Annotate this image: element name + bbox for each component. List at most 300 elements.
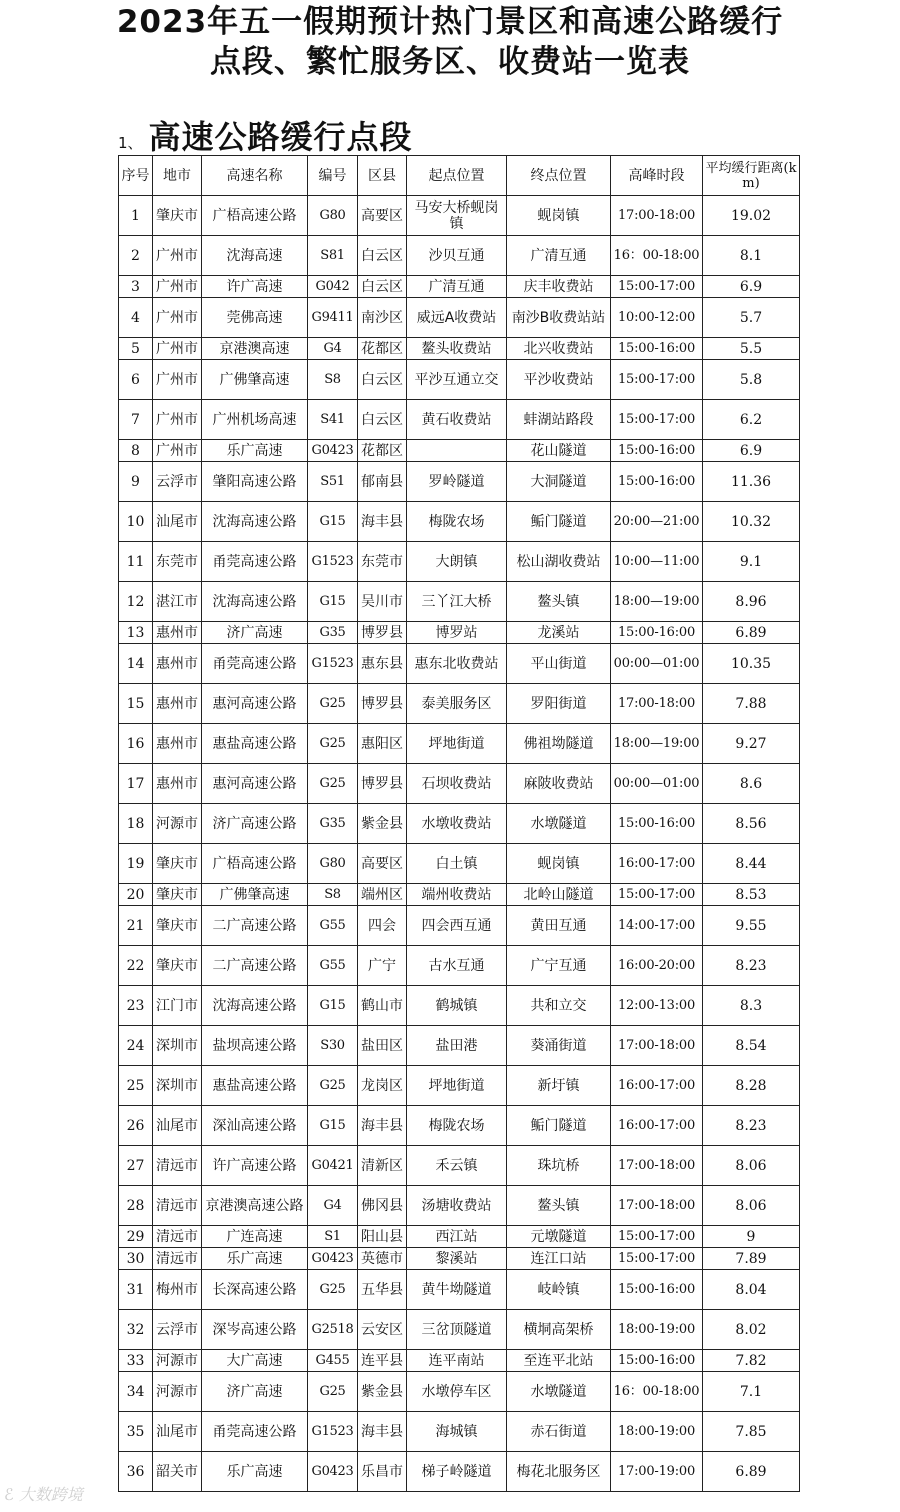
cell-peak: 10:00-12:00 bbox=[611, 298, 703, 338]
cell-city: 肇庆市 bbox=[153, 884, 202, 906]
cell-peak: 16:00-17:00 bbox=[611, 1066, 703, 1106]
cell-district: 端州区 bbox=[358, 884, 407, 906]
cell-start: 鳌头收费站 bbox=[407, 338, 507, 360]
cell-highway: 甬莞高速公路 bbox=[202, 1412, 308, 1452]
table-row bbox=[119, 1310, 800, 1350]
watermark-text: 大数跨境 bbox=[18, 1485, 83, 1504]
cell-highway: 甬莞高速公路 bbox=[202, 644, 308, 684]
cell-highway: 肇阳高速公路 bbox=[202, 462, 308, 502]
cell-peak: 16:00-17:00 bbox=[611, 1106, 703, 1146]
table-row bbox=[119, 1106, 800, 1146]
cell-end: 麻陂收费站 bbox=[507, 764, 611, 804]
cell-distance: 7.82 bbox=[703, 1350, 800, 1372]
cell-start: 连平南站 bbox=[407, 1350, 507, 1372]
cell-distance: 8.44 bbox=[703, 844, 800, 884]
cell-index: 17 bbox=[119, 764, 153, 804]
cell-city: 清远市 bbox=[153, 1146, 202, 1186]
cell-end: 松山湖收费站 bbox=[507, 542, 611, 582]
cell-index: 31 bbox=[119, 1270, 153, 1310]
cell-peak: 00:00—01:00 bbox=[611, 644, 703, 684]
cell-index: 10 bbox=[119, 502, 153, 542]
cell-city: 江门市 bbox=[153, 986, 202, 1026]
table-row bbox=[119, 1452, 800, 1492]
cell-city: 惠州市 bbox=[153, 644, 202, 684]
cell-district: 花都区 bbox=[358, 338, 407, 360]
cell-peak: 15:00-16:00 bbox=[611, 338, 703, 360]
cell-city: 惠州市 bbox=[153, 622, 202, 644]
cell-end: 共和立交 bbox=[507, 986, 611, 1026]
cell-district: 盐田区 bbox=[358, 1026, 407, 1066]
cell-distance: 6.9 bbox=[703, 440, 800, 462]
cell-city: 深圳市 bbox=[153, 1066, 202, 1106]
cell-code: S8 bbox=[308, 360, 358, 400]
cell-code: G25 bbox=[308, 1066, 358, 1106]
cell-highway: 深岑高速公路 bbox=[202, 1310, 308, 1350]
cell-distance: 8.1 bbox=[703, 236, 800, 276]
cell-start: 水墩停车区 bbox=[407, 1372, 507, 1412]
cell-index: 13 bbox=[119, 622, 153, 644]
cell-code: S30 bbox=[308, 1026, 358, 1066]
cell-code: G25 bbox=[308, 684, 358, 724]
cell-code: G80 bbox=[308, 196, 358, 236]
cell-start: 禾云镇 bbox=[407, 1146, 507, 1186]
cell-code: G55 bbox=[308, 906, 358, 946]
cell-end: 花山隧道 bbox=[507, 440, 611, 462]
cell-district: 高要区 bbox=[358, 196, 407, 236]
cell-city: 惠州市 bbox=[153, 684, 202, 724]
cell-start: 石坝收费站 bbox=[407, 764, 507, 804]
cell-start: 广清互通 bbox=[407, 276, 507, 298]
table-row bbox=[119, 1412, 800, 1452]
cell-end: 北兴收费站 bbox=[507, 338, 611, 360]
cell-start: 黄石收费站 bbox=[407, 400, 507, 440]
cell-peak: 15:00-17:00 bbox=[611, 276, 703, 298]
cell-start: 黎溪站 bbox=[407, 1248, 507, 1270]
cell-index: 26 bbox=[119, 1106, 153, 1146]
watermark-icon: ℰ bbox=[4, 1485, 14, 1504]
cell-code: G35 bbox=[308, 622, 358, 644]
cell-start: 威远A收费站 bbox=[407, 298, 507, 338]
cell-end: 庆丰收费站 bbox=[507, 276, 611, 298]
table-row bbox=[119, 644, 800, 684]
cell-district: 惠阳区 bbox=[358, 724, 407, 764]
cell-city: 广州市 bbox=[153, 360, 202, 400]
cell-highway: 大广高速 bbox=[202, 1350, 308, 1372]
cell-highway: 沈海高速公路 bbox=[202, 986, 308, 1026]
cell-district: 阳山县 bbox=[358, 1226, 407, 1248]
cell-city: 汕尾市 bbox=[153, 502, 202, 542]
cell-peak: 15:00-16:00 bbox=[611, 462, 703, 502]
table-row bbox=[119, 622, 800, 644]
cell-end: 水墩隧道 bbox=[507, 1372, 611, 1412]
cell-start: 梅陇农场 bbox=[407, 502, 507, 542]
cell-index: 34 bbox=[119, 1372, 153, 1412]
table-row bbox=[119, 1248, 800, 1270]
cell-end: 新圩镇 bbox=[507, 1066, 611, 1106]
header-end: 终点位置 bbox=[507, 156, 611, 196]
cell-highway: 广梧高速公路 bbox=[202, 844, 308, 884]
cell-start: 水墩收费站 bbox=[407, 804, 507, 844]
cell-distance: 5.7 bbox=[703, 298, 800, 338]
header-start: 起点位置 bbox=[407, 156, 507, 196]
cell-start: 罗岭隧道 bbox=[407, 462, 507, 502]
header-distance: 平均缓行距离(km) bbox=[703, 156, 800, 196]
cell-distance: 8.06 bbox=[703, 1186, 800, 1226]
cell-end: 横垌高架桥 bbox=[507, 1310, 611, 1350]
cell-city: 河源市 bbox=[153, 804, 202, 844]
table-row bbox=[119, 884, 800, 906]
cell-code: G15 bbox=[308, 1106, 358, 1146]
cell-start bbox=[407, 440, 507, 462]
cell-start: 黄牛坳隧道 bbox=[407, 1270, 507, 1310]
cell-highway: 广连高速 bbox=[202, 1226, 308, 1248]
cell-distance: 8.28 bbox=[703, 1066, 800, 1106]
cell-index: 27 bbox=[119, 1146, 153, 1186]
cell-city: 深圳市 bbox=[153, 1026, 202, 1066]
cell-city: 肇庆市 bbox=[153, 844, 202, 884]
cell-city: 广州市 bbox=[153, 400, 202, 440]
cell-code: G15 bbox=[308, 582, 358, 622]
cell-code: G25 bbox=[308, 724, 358, 764]
cell-city: 湛江市 bbox=[153, 582, 202, 622]
cell-distance: 7.1 bbox=[703, 1372, 800, 1412]
cell-district: 白云区 bbox=[358, 360, 407, 400]
cell-code: G4 bbox=[308, 1186, 358, 1226]
cell-district: 白云区 bbox=[358, 400, 407, 440]
cell-end: 梅花北服务区 bbox=[507, 1452, 611, 1492]
cell-index: 5 bbox=[119, 338, 153, 360]
cell-peak: 18:00—19:00 bbox=[611, 724, 703, 764]
cell-highway: 深汕高速公路 bbox=[202, 1106, 308, 1146]
cell-peak: 17:00-18:00 bbox=[611, 1026, 703, 1066]
cell-highway: 济广高速公路 bbox=[202, 804, 308, 844]
cell-distance: 8.23 bbox=[703, 946, 800, 986]
cell-district: 吴川市 bbox=[358, 582, 407, 622]
cell-district: 四会 bbox=[358, 906, 407, 946]
cell-highway: 广佛肇高速 bbox=[202, 884, 308, 906]
cell-peak: 16：00-18:00 bbox=[611, 1372, 703, 1412]
table-row bbox=[119, 542, 800, 582]
cell-district: 白云区 bbox=[358, 276, 407, 298]
cell-highway: 许广高速 bbox=[202, 276, 308, 298]
cell-distance: 8.23 bbox=[703, 1106, 800, 1146]
cell-index: 18 bbox=[119, 804, 153, 844]
cell-index: 3 bbox=[119, 276, 153, 298]
header-index: 序号 bbox=[119, 156, 153, 196]
table-row bbox=[119, 684, 800, 724]
cell-index: 22 bbox=[119, 946, 153, 986]
cell-end: 北岭山隧道 bbox=[507, 884, 611, 906]
cell-district: 清新区 bbox=[358, 1146, 407, 1186]
cell-district: 博罗县 bbox=[358, 764, 407, 804]
cell-peak: 16:00-20:00 bbox=[611, 946, 703, 986]
cell-highway: 二广高速公路 bbox=[202, 906, 308, 946]
cell-end: 至连平北站 bbox=[507, 1350, 611, 1372]
cell-index: 33 bbox=[119, 1350, 153, 1372]
cell-peak: 15:00-16:00 bbox=[611, 440, 703, 462]
cell-end: 佛祖坳隧道 bbox=[507, 724, 611, 764]
table-row bbox=[119, 462, 800, 502]
cell-index: 25 bbox=[119, 1066, 153, 1106]
cell-distance: 8.96 bbox=[703, 582, 800, 622]
cell-peak: 15:00-16:00 bbox=[611, 1350, 703, 1372]
cell-end: 鲘门隧道 bbox=[507, 502, 611, 542]
cell-start: 大朗镇 bbox=[407, 542, 507, 582]
cell-city: 肇庆市 bbox=[153, 946, 202, 986]
cell-highway: 沈海高速公路 bbox=[202, 582, 308, 622]
cell-code: G55 bbox=[308, 946, 358, 986]
cell-highway: 京港澳高速公路 bbox=[202, 1186, 308, 1226]
section-heading bbox=[118, 112, 413, 156]
cell-district: 海丰县 bbox=[358, 1412, 407, 1452]
cell-district: 海丰县 bbox=[358, 502, 407, 542]
cell-highway: 乐广高速 bbox=[202, 440, 308, 462]
cell-end: 鳌头镇 bbox=[507, 1186, 611, 1226]
cell-distance: 8.04 bbox=[703, 1270, 800, 1310]
section-title: 高速公路缓行点段 bbox=[148, 118, 413, 156]
cell-city: 河源市 bbox=[153, 1350, 202, 1372]
cell-district: 广宁 bbox=[358, 946, 407, 986]
cell-distance: 8.06 bbox=[703, 1146, 800, 1186]
cell-end: 岐岭镇 bbox=[507, 1270, 611, 1310]
cell-peak: 18:00—19:00 bbox=[611, 582, 703, 622]
cell-distance: 10.32 bbox=[703, 502, 800, 542]
cell-index: 30 bbox=[119, 1248, 153, 1270]
cell-index: 11 bbox=[119, 542, 153, 582]
cell-code: G80 bbox=[308, 844, 358, 884]
cell-district: 惠东县 bbox=[358, 644, 407, 684]
table-row bbox=[119, 582, 800, 622]
cell-code: S81 bbox=[308, 236, 358, 276]
cell-index: 16 bbox=[119, 724, 153, 764]
cell-code: G0423 bbox=[308, 1248, 358, 1270]
cell-peak: 14:00-17:00 bbox=[611, 906, 703, 946]
cell-peak: 15:00-17:00 bbox=[611, 884, 703, 906]
cell-end: 大洞隧道 bbox=[507, 462, 611, 502]
cell-district: 南沙区 bbox=[358, 298, 407, 338]
cell-index: 35 bbox=[119, 1412, 153, 1452]
cell-peak: 17:00-18:00 bbox=[611, 1186, 703, 1226]
cell-peak: 15:00-17:00 bbox=[611, 1226, 703, 1248]
cell-distance: 5.8 bbox=[703, 360, 800, 400]
cell-distance: 8.02 bbox=[703, 1310, 800, 1350]
cell-index: 29 bbox=[119, 1226, 153, 1248]
cell-start: 西江站 bbox=[407, 1226, 507, 1248]
cell-index: 7 bbox=[119, 400, 153, 440]
cell-district: 高要区 bbox=[358, 844, 407, 884]
header-code: 编号 bbox=[308, 156, 358, 196]
cell-start: 平沙互通立交 bbox=[407, 360, 507, 400]
cell-highway: 长深高速公路 bbox=[202, 1270, 308, 1310]
table-row bbox=[119, 724, 800, 764]
table-row bbox=[119, 906, 800, 946]
table-row bbox=[119, 360, 800, 400]
cell-distance: 5.5 bbox=[703, 338, 800, 360]
cell-district: 龙岗区 bbox=[358, 1066, 407, 1106]
cell-code: G25 bbox=[308, 1372, 358, 1412]
document-title bbox=[0, 2, 900, 82]
cell-peak: 10:00—11:00 bbox=[611, 542, 703, 582]
table-row bbox=[119, 1066, 800, 1106]
cell-start: 梯子岭隧道 bbox=[407, 1452, 507, 1492]
cell-end: 广清互通 bbox=[507, 236, 611, 276]
cell-city: 广州市 bbox=[153, 236, 202, 276]
cell-city: 汕尾市 bbox=[153, 1106, 202, 1146]
cell-peak: 12:00-13:00 bbox=[611, 986, 703, 1026]
cell-city: 惠州市 bbox=[153, 724, 202, 764]
cell-code: G15 bbox=[308, 502, 358, 542]
cell-city: 清远市 bbox=[153, 1226, 202, 1248]
header-city: 地市 bbox=[153, 156, 202, 196]
cell-highway: 沈海高速公路 bbox=[202, 502, 308, 542]
cell-code: G042 bbox=[308, 276, 358, 298]
cell-start: 四会西互通 bbox=[407, 906, 507, 946]
cell-city: 惠州市 bbox=[153, 764, 202, 804]
cell-index: 12 bbox=[119, 582, 153, 622]
cell-highway: 许广高速公路 bbox=[202, 1146, 308, 1186]
cell-peak: 15:00-17:00 bbox=[611, 360, 703, 400]
cell-distance: 8.6 bbox=[703, 764, 800, 804]
cell-peak: 16:00-17:00 bbox=[611, 844, 703, 884]
cell-end: 龙溪站 bbox=[507, 622, 611, 644]
title-line-2: 点段、繁忙服务区、收费站一览表 bbox=[210, 44, 690, 80]
cell-index: 19 bbox=[119, 844, 153, 884]
cell-start: 三丫江大桥 bbox=[407, 582, 507, 622]
cell-distance: 9 bbox=[703, 1226, 800, 1248]
watermark-logo bbox=[4, 1482, 83, 1505]
cell-highway: 沈海高速 bbox=[202, 236, 308, 276]
cell-district: 英德市 bbox=[358, 1248, 407, 1270]
table-row bbox=[119, 1350, 800, 1372]
cell-highway: 二广高速公路 bbox=[202, 946, 308, 986]
table-row bbox=[119, 196, 800, 236]
table-row bbox=[119, 804, 800, 844]
cell-index: 24 bbox=[119, 1026, 153, 1066]
table-header-row bbox=[119, 156, 800, 196]
cell-end: 鳌头镇 bbox=[507, 582, 611, 622]
cell-index: 20 bbox=[119, 884, 153, 906]
cell-peak: 15:00-17:00 bbox=[611, 1248, 703, 1270]
cell-start: 白土镇 bbox=[407, 844, 507, 884]
cell-code: G4 bbox=[308, 338, 358, 360]
cell-index: 2 bbox=[119, 236, 153, 276]
cell-city: 广州市 bbox=[153, 276, 202, 298]
cell-city: 云浮市 bbox=[153, 1310, 202, 1350]
cell-district: 紫金县 bbox=[358, 804, 407, 844]
cell-code: G25 bbox=[308, 1270, 358, 1310]
cell-index: 8 bbox=[119, 440, 153, 462]
cell-city: 广州市 bbox=[153, 298, 202, 338]
cell-index: 14 bbox=[119, 644, 153, 684]
cell-distance: 8.56 bbox=[703, 804, 800, 844]
cell-start: 鹤城镇 bbox=[407, 986, 507, 1026]
cell-start: 三岔顶隧道 bbox=[407, 1310, 507, 1350]
cell-code: G9411 bbox=[308, 298, 358, 338]
cell-city: 梅州市 bbox=[153, 1270, 202, 1310]
cell-peak: 18:00-19:00 bbox=[611, 1310, 703, 1350]
cell-code: G0423 bbox=[308, 440, 358, 462]
cell-highway: 京港澳高速 bbox=[202, 338, 308, 360]
cell-code: S8 bbox=[308, 884, 358, 906]
table-row bbox=[119, 400, 800, 440]
cell-code: G2518 bbox=[308, 1310, 358, 1350]
table-row bbox=[119, 1026, 800, 1066]
cell-peak: 15:00-17:00 bbox=[611, 400, 703, 440]
table-row bbox=[119, 338, 800, 360]
cell-distance: 9.1 bbox=[703, 542, 800, 582]
cell-start: 坪地街道 bbox=[407, 724, 507, 764]
cell-code: G455 bbox=[308, 1350, 358, 1372]
cell-district: 白云区 bbox=[358, 236, 407, 276]
cell-start: 沙贝互通 bbox=[407, 236, 507, 276]
cell-peak: 17:00-18:00 bbox=[611, 1146, 703, 1186]
cell-end: 罗阳街道 bbox=[507, 684, 611, 724]
cell-distance: 10.35 bbox=[703, 644, 800, 684]
cell-code: G0423 bbox=[308, 1452, 358, 1492]
cell-end: 元墩隧道 bbox=[507, 1226, 611, 1248]
cell-distance: 6.89 bbox=[703, 1452, 800, 1492]
table-row bbox=[119, 946, 800, 986]
cell-code: S1 bbox=[308, 1226, 358, 1248]
cell-city: 广州市 bbox=[153, 440, 202, 462]
cell-distance: 11.36 bbox=[703, 462, 800, 502]
cell-end: 南沙B收费站站 bbox=[507, 298, 611, 338]
cell-peak: 18:00-19:00 bbox=[611, 1412, 703, 1452]
table-row bbox=[119, 440, 800, 462]
cell-peak: 17:00-18:00 bbox=[611, 684, 703, 724]
cell-city: 清远市 bbox=[153, 1248, 202, 1270]
cell-distance: 8.53 bbox=[703, 884, 800, 906]
cell-district: 博罗县 bbox=[358, 622, 407, 644]
table-row bbox=[119, 1372, 800, 1412]
cell-district: 海丰县 bbox=[358, 1106, 407, 1146]
cell-peak: 15:00-16:00 bbox=[611, 622, 703, 644]
cell-highway: 盐坝高速公路 bbox=[202, 1026, 308, 1066]
table-row bbox=[119, 276, 800, 298]
cell-peak: 17:00-18:00 bbox=[611, 196, 703, 236]
cell-distance: 6.9 bbox=[703, 276, 800, 298]
cell-distance: 9.55 bbox=[703, 906, 800, 946]
cell-city: 广州市 bbox=[153, 338, 202, 360]
cell-end: 珠坑桥 bbox=[507, 1146, 611, 1186]
table-row bbox=[119, 1186, 800, 1226]
cell-index: 32 bbox=[119, 1310, 153, 1350]
table-row bbox=[119, 236, 800, 276]
cell-peak: 16：00-18:00 bbox=[611, 236, 703, 276]
table-row bbox=[119, 1270, 800, 1310]
cell-code: G35 bbox=[308, 804, 358, 844]
header-highway: 高速名称 bbox=[202, 156, 308, 196]
cell-end: 平山街道 bbox=[507, 644, 611, 684]
cell-highway: 济广高速 bbox=[202, 622, 308, 644]
cell-distance: 8.54 bbox=[703, 1026, 800, 1066]
cell-code: G1523 bbox=[308, 644, 358, 684]
section-number: 1、 bbox=[118, 134, 143, 152]
congestion-table bbox=[118, 155, 800, 1492]
cell-highway: 莞佛高速 bbox=[202, 298, 308, 338]
cell-end: 蚬岗镇 bbox=[507, 196, 611, 236]
cell-code: G1523 bbox=[308, 1412, 358, 1452]
cell-district: 云安区 bbox=[358, 1310, 407, 1350]
cell-end: 蚬岗镇 bbox=[507, 844, 611, 884]
cell-city: 东莞市 bbox=[153, 542, 202, 582]
cell-end: 平沙收费站 bbox=[507, 360, 611, 400]
cell-code: G0421 bbox=[308, 1146, 358, 1186]
cell-peak: 17:00-19:00 bbox=[611, 1452, 703, 1492]
cell-distance: 6.89 bbox=[703, 622, 800, 644]
cell-index: 23 bbox=[119, 986, 153, 1026]
table-row bbox=[119, 844, 800, 884]
